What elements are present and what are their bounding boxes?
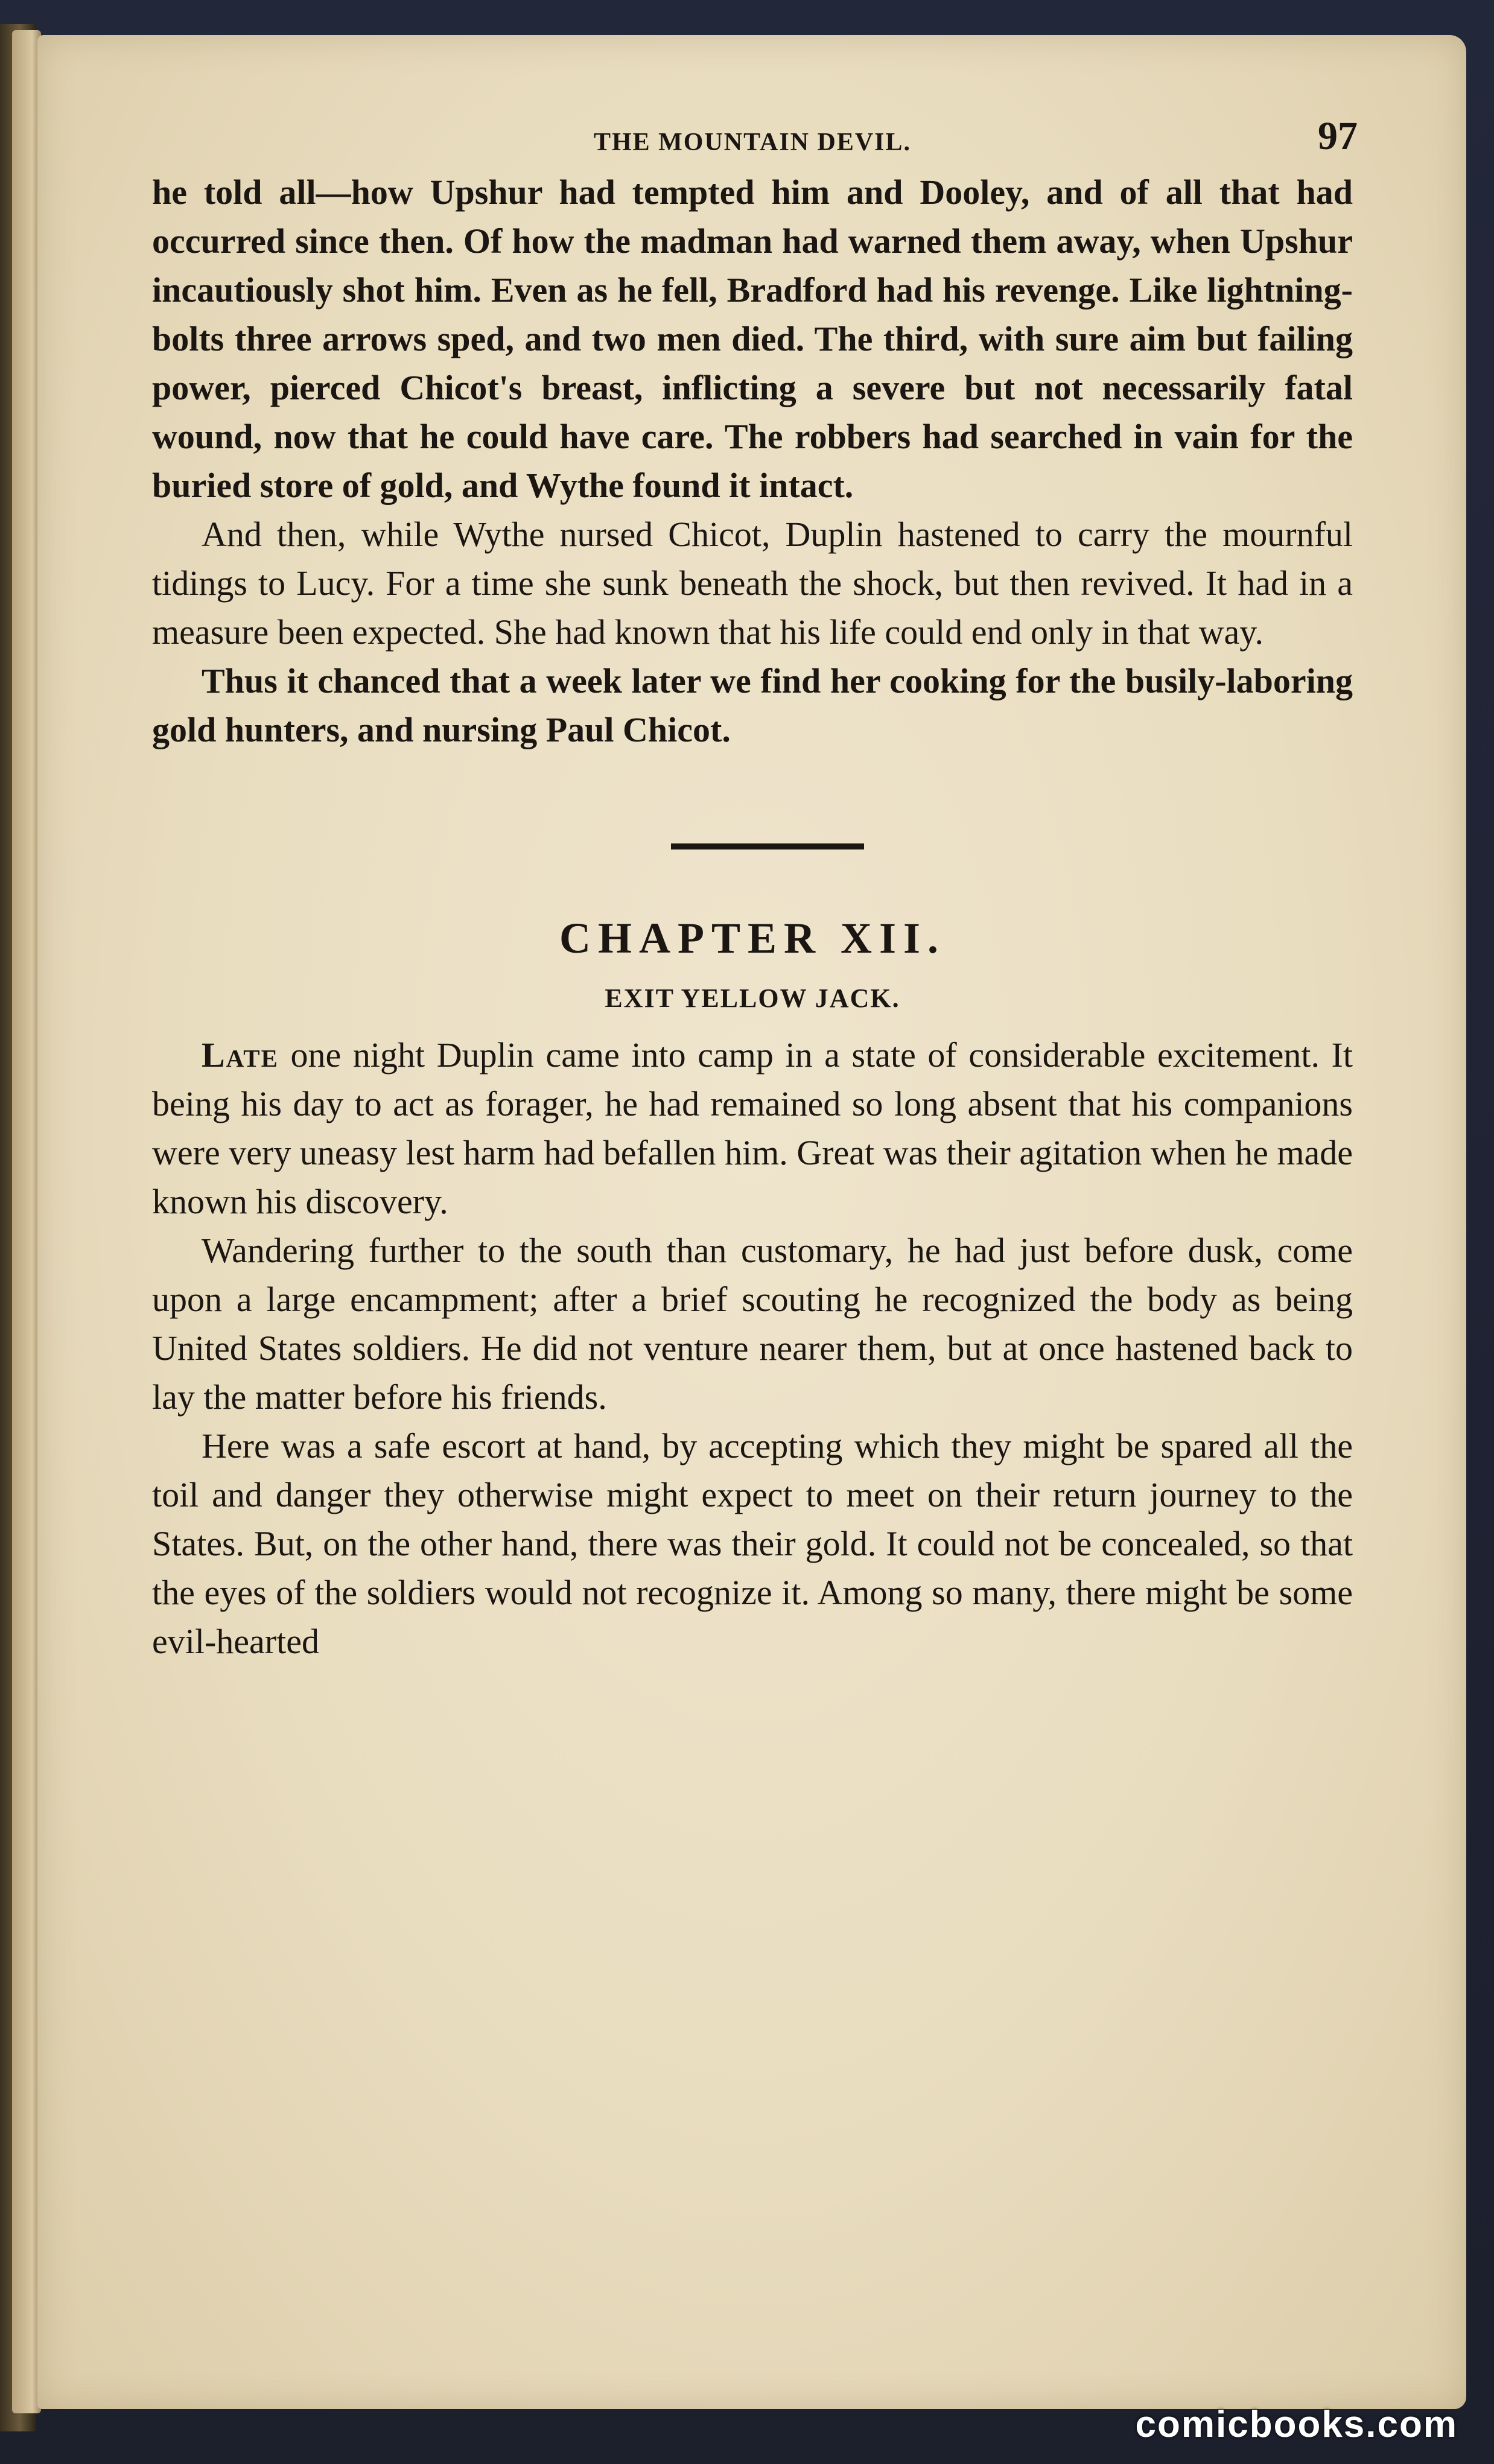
page-number: 97 <box>1318 114 1358 158</box>
paragraph-2: And then, while Wythe nursed Chicot, Duplin hastened to carry the mournful tidings to Lucy. For a time she sunk beneath the shock, but then revived. It had in a measure been expected. She had known that his life could end only in that way. <box>152 515 1353 652</box>
chapter-opening-text: one night Duplin came into camp in a state of considerable excitement. It being his day to act as forager, he had remained so long absent that his companions were very uneasy lest harm had befallen him. Great was their agitation when he made known his discovery. <box>152 1035 1353 1221</box>
page-content <box>152 113 1358 1666</box>
left-page-edge <box>12 30 41 2413</box>
paragraph-1: he told all—how Upshur had tempted him and Dooley, and of all that had occurred since then. Of how the madman had warned them away, when Upshur incautiously shot him. Even as he fell, Bradford had his revenge. Like lightning-bolts three arrows sped, and two men died. The third, with sure aim but failing power, pierced Chicot's breast, inflicting a severe but not necessarily fatal wound, now that he could have care. The robbers had searched in vain for the buried store of gold, and Wythe found it intact. <box>152 173 1353 505</box>
watermark: comicbooks.com <box>1135 2404 1458 2445</box>
paragraph-3: Thus it chanced that a week later we find her cooking for the busily-laboring gold hunters, and nursing Paul Chicot. <box>152 661 1353 749</box>
book-page <box>37 35 1466 2409</box>
running-title: THE MOUNTAIN DEVIL. <box>593 129 912 156</box>
chapter-opening-paragraph <box>152 1030 1353 1226</box>
paragraph-5: Wandering further to the south than customary, he had just before dusk, come upon a large encampment; after a brief scouting he recognized the body as being United States soldiers. He did not venture nearer them, but at once hastened back to lay the matter before his friends. <box>152 1231 1353 1417</box>
running-head <box>152 113 1358 168</box>
chapter-heading: CHAPTER XII. <box>559 914 946 962</box>
divider-rule <box>671 843 864 849</box>
chapter-lead-word: Late <box>202 1035 279 1075</box>
section-divider <box>152 754 1353 905</box>
chapter-subtitle: EXIT YELLOW JACK. <box>605 983 900 1013</box>
paragraph-6: Here was a safe escort at hand, by accepting which they might be spared all the toil and danger they otherwise might expect to meet on their return journey to the States. But, on the other hand, there was their gold. It could not be concealed, so that the eyes of the soldiers would not recognize it. Among so many, there might be some evil-hearted <box>152 1426 1353 1661</box>
